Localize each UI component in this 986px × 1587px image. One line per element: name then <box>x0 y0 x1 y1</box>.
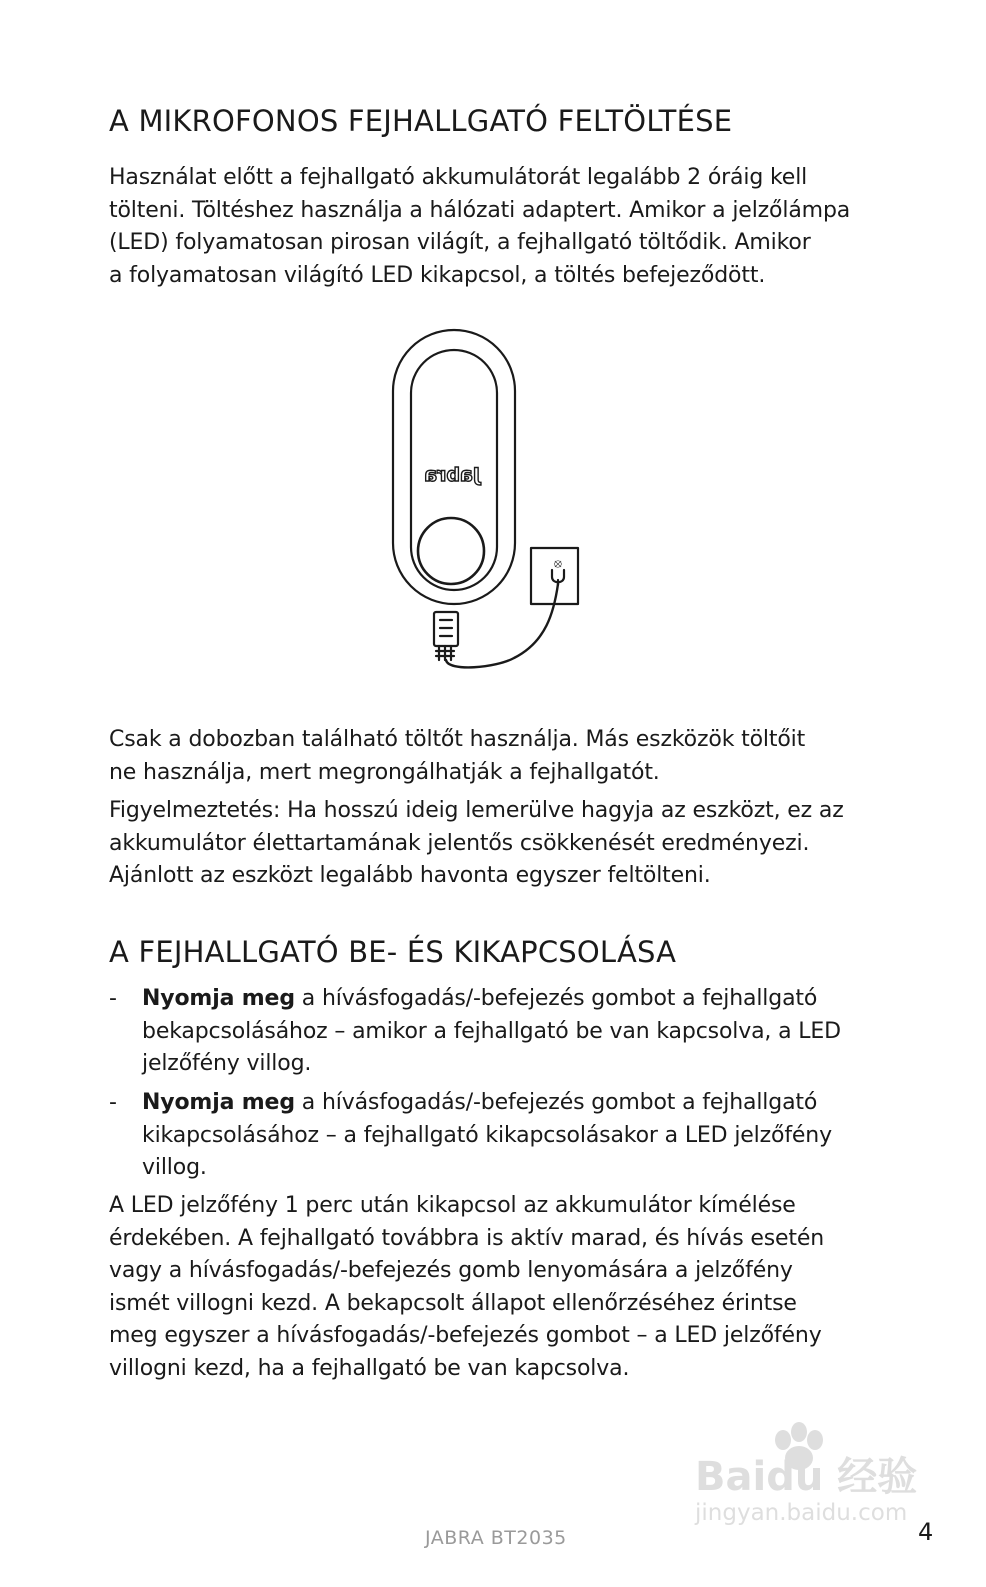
socket-symbol: ⦻ <box>554 556 562 570</box>
text-line: kikapcsolásához – a fejhallgató kikapcsolásakor a LED jelzőfény <box>142 1122 832 1148</box>
bold-instruction: Nyomja meg <box>142 986 295 1011</box>
list-item-power-off <box>109 1087 889 1185</box>
text-line: érdekében. A fejhallgató továbbra is aktív marad, és hívás esetén <box>109 1225 825 1251</box>
led-info-paragraph <box>109 1190 889 1385</box>
text-line: (LED) folyamatosan pirosan világít, a fejhallgató töltődik. Amikor <box>109 230 811 255</box>
bullet-dash: - <box>109 986 117 1011</box>
watermark-brand: Baidu 经验 <box>695 1454 918 1500</box>
watermark-url: jingyan.baidu.com <box>695 1500 908 1526</box>
baidu-watermark <box>693 1418 923 1533</box>
call-button-shape <box>418 518 484 584</box>
text-line: Figyelmeztetés: Ha hosszú ideig lemerülve hagyja az eszközt, ez az <box>109 798 844 823</box>
text-line: Használat előtt a fejhallgató akkumulátorát legalább 2 óráig kell <box>109 165 808 190</box>
battery-warning-paragraph <box>109 795 889 893</box>
text-line: meg egyszer a hívásfogadás/-befejezés gombot – a LED jelzőfény <box>109 1323 822 1348</box>
jabra-logo: Jabra <box>424 464 480 486</box>
bullet-dash: - <box>109 1090 117 1115</box>
text-line: jelzőfény villog. <box>142 1051 312 1076</box>
text-line: Csak a dobozban található töltőt használja. Más eszközök töltőit <box>109 727 806 752</box>
text-line: ismét villogni kezd. A bekapcsolt állapot ellenőrzéséhez érintse <box>109 1290 797 1316</box>
text-line: a hívásfogadás/-befejezés gombot a fejhallgató <box>294 986 818 1011</box>
text-line: akkumulátor élettartamának jelentős csökkenését eredményezi. <box>109 830 810 856</box>
text-line: Ajánlott az eszközt legalább havonta egyszer feltölteni. <box>109 863 711 888</box>
charger-warning-paragraph <box>109 724 889 789</box>
text-line: tölteni. Töltéshez használja a hálózati adaptert. Amikor a jelzőlámpa <box>109 197 851 223</box>
page-number: 4 <box>918 1518 934 1546</box>
bold-instruction: Nyomja meg <box>142 1090 295 1115</box>
list-item-power-on <box>109 983 889 1081</box>
text-line: a folyamatosan világító LED kikapcsol, a töltés befejeződött. <box>109 262 766 288</box>
charging-illustration <box>386 322 598 670</box>
section-heading-charging: A MIKROFONOS FEJHALLGATÓ FELTÖLTÉSE <box>109 104 733 138</box>
text-line: A LED jelzőfény 1 perc után kikapcsol az akkumulátor kímélése <box>109 1193 796 1218</box>
footer-model-name: JABRA BT2035 <box>425 1527 567 1549</box>
text-line: ne használja, mert megrongálhatják a fejhallgatót. <box>109 759 660 785</box>
section-heading-power: A FEJHALLGATÓ BE- ÉS KIKAPCSOLÁSA <box>109 935 677 969</box>
charging-intro-paragraph <box>109 162 889 292</box>
text-line: bekapcsolásához – amikor a fejhallgató be van kapcsolva, a LED <box>142 1018 841 1044</box>
text-line: villogni kezd, ha a fejhallgató be van kapcsolva. <box>109 1355 630 1381</box>
text-line: vagy a hívásfogadás/-befejezés gomb lenyomására a jelzőfény <box>109 1258 793 1283</box>
text-line: a hívásfogadás/-befejezés gombot a fejhallgató <box>294 1090 818 1115</box>
charger-cable <box>446 584 558 667</box>
text-line: villog. <box>142 1155 207 1180</box>
